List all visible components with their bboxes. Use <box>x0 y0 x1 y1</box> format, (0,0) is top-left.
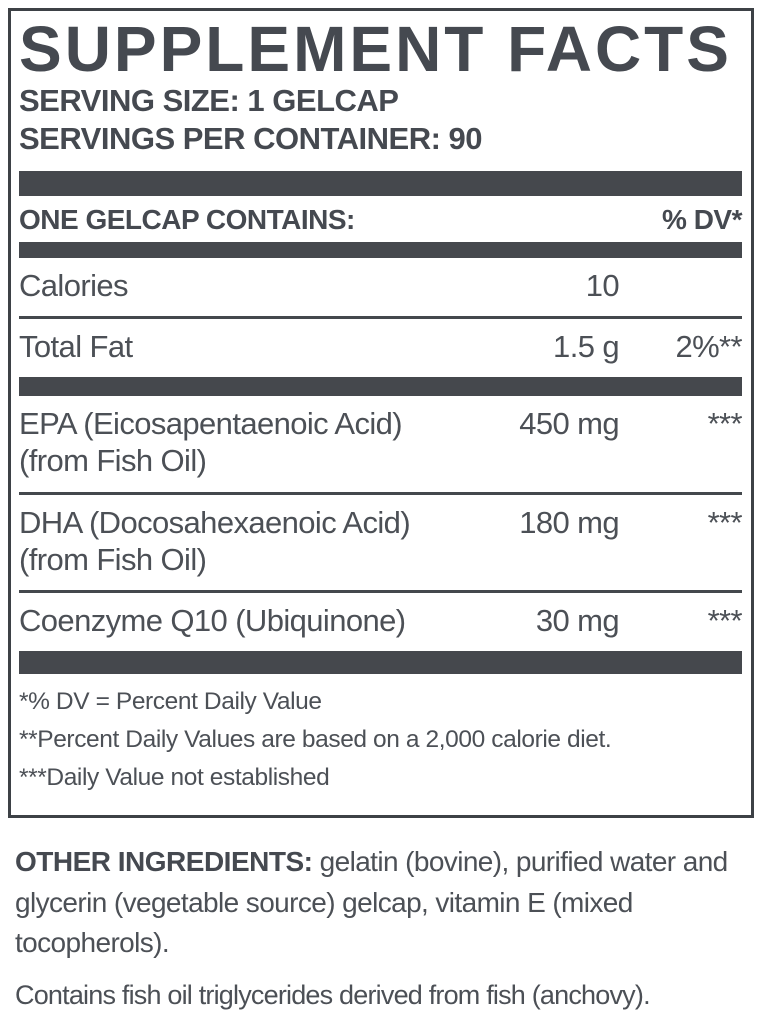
nutrient-name: Coenzyme Q10 (Ubiquinone) <box>19 603 406 639</box>
footnote-percent-daily-values: **Percent Daily Values are based on a 2,000 calorie diet. <box>19 725 612 753</box>
table-row-total-fat <box>19 319 742 377</box>
nutrient-dv: *** <box>707 504 742 540</box>
separator-bar-thick-top <box>19 171 742 196</box>
table-row-epa <box>19 396 742 491</box>
nutrient-amount: 10 <box>585 267 619 303</box>
nutrient-name: Total Fat <box>19 329 133 365</box>
nutrient-amount: 30 mg <box>535 603 619 639</box>
other-ingredients-label: OTHER INGREDIENTS: <box>15 846 313 877</box>
separator-bar-header <box>19 242 742 258</box>
nutrient-name <box>19 504 469 578</box>
nutrient-name-line1: EPA (Eicosapentaenoic Acid) <box>19 406 403 442</box>
nutrient-amount: 180 mg <box>519 504 619 540</box>
serving-size: SERVING SIZE: 1 GELCAP <box>19 83 399 119</box>
contains-statement: Contains fish oil triglycerides derived from fish (anchovy). <box>15 980 650 1010</box>
nutrient-name-line1: DHA (Docosahexaenoic Acid) <box>19 504 411 540</box>
footnote-dv: *% DV = Percent Daily Value <box>19 688 322 716</box>
table-row-coq10 <box>19 593 742 651</box>
nutrient-amount: 450 mg <box>519 406 619 442</box>
separator-bar-thick-bottom <box>19 651 742 674</box>
supplement-facts-panel <box>8 8 754 818</box>
footnotes <box>19 674 742 796</box>
table-row-calories <box>19 258 742 316</box>
column-header-contains: ONE GELCAP CONTAINS: <box>19 203 355 235</box>
separator-bar-mid <box>19 377 742 396</box>
table-row-dha <box>19 495 742 590</box>
nutrient-dv: 2%** <box>675 329 742 365</box>
nutrient-name-line2: (from Fish Oil) <box>19 443 207 479</box>
panel-title: SUPPLEMENT FACTS <box>19 13 732 85</box>
servings-per-container: SERVINGS PER CONTAINER: 90 <box>19 121 483 157</box>
footnote-not-established: ***Daily Value not established <box>19 763 330 791</box>
nutrient-name <box>19 405 469 479</box>
other-ingredients-paragraph <box>15 842 753 964</box>
nutrient-dv: *** <box>707 603 742 639</box>
nutrient-dv: *** <box>707 406 742 442</box>
column-header-dv: % DV* <box>662 203 742 235</box>
nutrient-amount: 1.5 g <box>553 329 619 365</box>
other-ingredients-text: gelatin (bovine), purified water and glycerin (vegetable source) gelcap, vitamin E (mixed tocopherols). <box>15 846 728 959</box>
nutrient-name-line2: (from Fish Oil) <box>19 541 207 577</box>
column-header-row <box>19 196 742 242</box>
nutrient-name: Calories <box>19 267 128 303</box>
